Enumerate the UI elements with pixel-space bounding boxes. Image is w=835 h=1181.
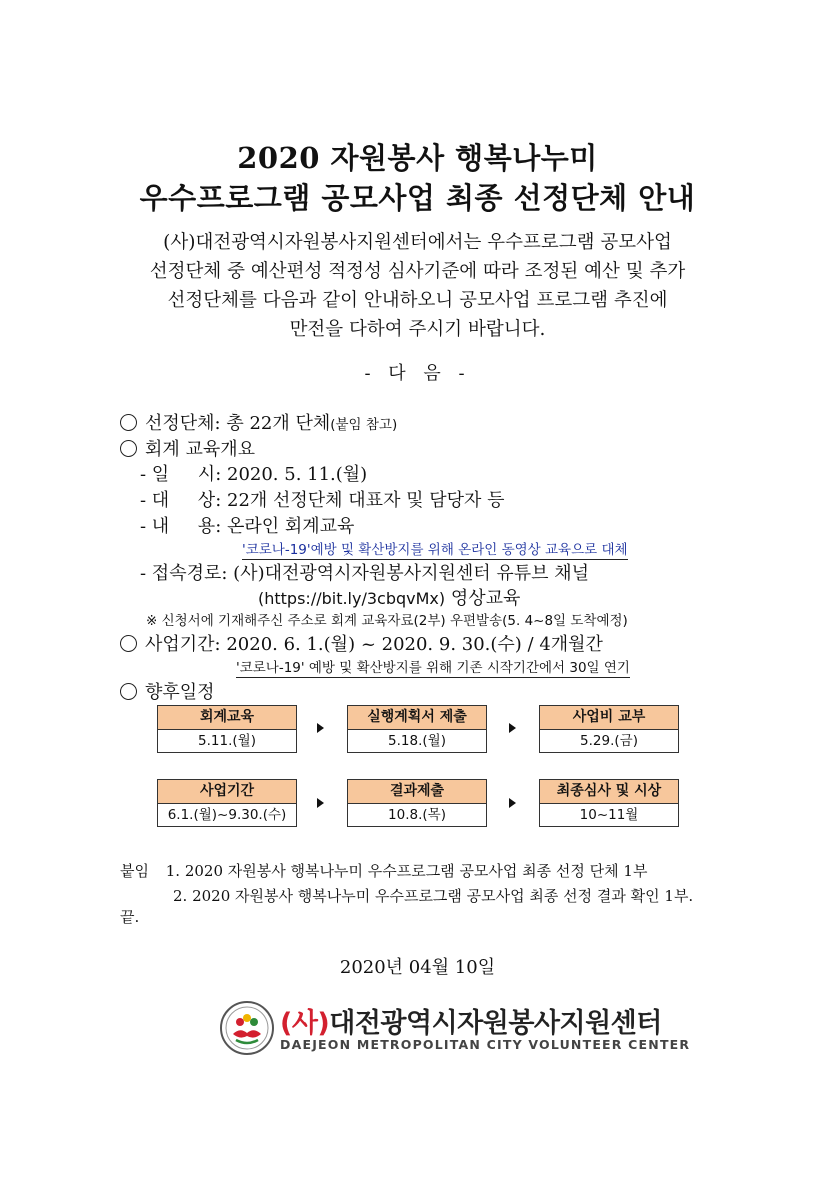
access-url-row	[258, 584, 520, 610]
arrow-right-icon	[509, 723, 516, 733]
education-date-row	[140, 460, 367, 486]
circle-bullet-icon	[120, 635, 137, 652]
content-value: 온라인 회계교육	[227, 516, 355, 537]
attachment-1: 1. 2020 자원봉사 행복나누미 우수프로그램 공모사업 최종 선정 단체 1부	[165, 862, 648, 880]
attachment-2: 2. 2020 자원봉사 행복나누미 우수프로그램 공모사업 최종 선정 결과 확인 1부.	[173, 887, 694, 905]
item-period: 사업기간: 2020. 6. 1.(월) ~ 2020. 9. 30.(수) / 4개월간	[120, 630, 603, 656]
title-line-2: 우수프로그램 공모사업 최종 선정단체 안내	[139, 181, 696, 215]
schedule-box-value: 5.18.(월)	[348, 730, 486, 752]
mail-note: ※ 신청서에 기재해주신 주소로 회계 교육자료(2부) 우편발송(5. 4~8일 도착예정)	[146, 613, 628, 629]
schedule-box-value: 5.11.(월)	[158, 730, 296, 752]
target-label: - 대 상:	[140, 490, 222, 511]
schedule-box-head: 사업비 교부	[540, 706, 678, 730]
schedule-box-value: 10~11월	[540, 804, 678, 826]
schedule-box-education	[157, 705, 297, 753]
intro-line: 선정단체 중 예산편성 적정성 심사기준에 따라 조정된 예산 및 추가	[149, 261, 686, 282]
schedule-box-value: 6.1.(월)~9.30.(수)	[158, 804, 296, 826]
schedule-box-head: 사업기간	[158, 780, 296, 804]
access-url[interactable]: (https://bit.ly/3cbqvMx)	[258, 589, 446, 608]
item-schedule: 향후일정	[120, 678, 215, 704]
schedule-box-head: 최종심사 및 시상	[540, 780, 678, 804]
selected-ref: (붙임 참고)	[330, 417, 398, 433]
schedule-box-plan	[347, 705, 487, 753]
attachment-row-1	[120, 860, 647, 881]
intro-line: 만전을 다하여 주시기 바랍니다.	[289, 319, 546, 340]
circle-bullet-icon	[120, 683, 137, 700]
schedule-box-head: 회계교육	[158, 706, 296, 730]
intro-paragraph	[0, 228, 835, 344]
circle-bullet-icon	[120, 414, 137, 431]
schedule-box-period	[157, 779, 297, 827]
content-note: '코로나-19'예방 및 확산방지를 위해 온라인 동영상 교육으로 대체	[242, 538, 628, 560]
education-target-row	[140, 486, 505, 512]
center-logo-name	[280, 1001, 662, 1040]
schedule-box-final	[539, 779, 679, 827]
access-value: (사)대전광역시자원봉사지원센터 유튜브 채널	[233, 563, 590, 584]
access-suffix: 영상교육	[445, 588, 521, 609]
education-access-row	[140, 559, 589, 585]
attachment-end: 끝.	[120, 908, 140, 926]
schedule-box-value: 10.8.(목)	[348, 804, 486, 826]
center-logo-english: DAEJEON METROPOLITAN CITY VOLUNTEER CENTER	[280, 1037, 691, 1052]
logo-name: 대전광역시자원봉사지원센터	[329, 1008, 662, 1039]
title-line-1: 2020 자원봉사 행복나누미	[237, 141, 598, 175]
education-content-row	[140, 512, 354, 538]
arrow-right-icon	[317, 798, 324, 808]
intro-line: (사)대전광역시자원봉사지원센터에서는 우수프로그램 공모사업	[163, 232, 672, 253]
intro-line: 선정단체를 다음과 같이 안내하오니 공모사업 프로그램 추진에	[167, 290, 668, 311]
item-selected: 선정단체: 총 22개 단체(붙임 참고)	[120, 409, 397, 435]
arrow-right-icon	[509, 798, 516, 808]
center-logo-emblem-icon	[219, 1000, 275, 1056]
access-label: - 접속경로:	[140, 563, 228, 584]
circle-bullet-icon	[120, 440, 137, 457]
date-label: - 일 시:	[140, 464, 222, 485]
content-label: - 내 용:	[140, 516, 222, 537]
schedule-box-result	[347, 779, 487, 827]
target-value: 22개 선정단체 대표자 및 담당자 등	[227, 490, 505, 511]
schedule-box-head: 결과제출	[348, 780, 486, 804]
document-date: 2020년 04월 10일	[339, 957, 496, 978]
schedule-box-head: 실행계획서 제출	[348, 706, 486, 730]
schedule-box-funding	[539, 705, 679, 753]
period-note: '코로나-19' 예방 및 확산방지를 위해 기존 시작기간에서 30일 연기	[236, 656, 630, 678]
arrow-right-icon	[317, 723, 324, 733]
daeum-heading: - 다 음 -	[364, 363, 471, 384]
date-value: 2020. 5. 11.(월)	[227, 464, 368, 485]
attachment-label: 붙임	[120, 862, 149, 880]
schedule-box-value: 5.29.(금)	[540, 730, 678, 752]
item-education: 회계 교육개요	[120, 435, 255, 461]
logo-prefix: (사)	[280, 1008, 330, 1039]
